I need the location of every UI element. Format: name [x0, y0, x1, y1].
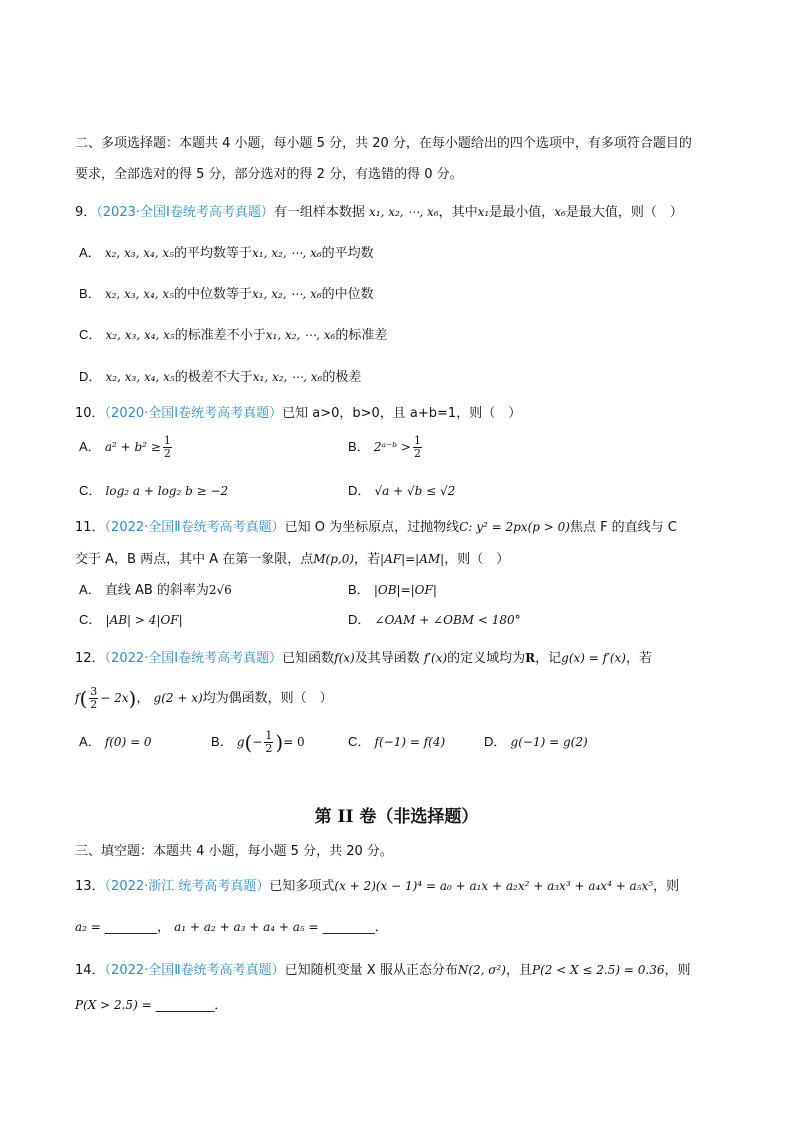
option-label: A．: [79, 582, 101, 597]
question-9-option-a[interactable]: [79, 244, 374, 263]
math-polynomial: (x + 2)(x − 1)⁴ = a₀ + a₁x + a₂x² + a₃x³ + a₄x⁴ + a₅x⁵: [334, 879, 654, 893]
question-13-stem: [75, 877, 679, 896]
math-fpx: f′(x): [423, 651, 448, 665]
math-garg: g(2 + x): [153, 691, 203, 705]
option-label: B．: [211, 734, 233, 749]
option-text: 的标准差: [335, 328, 388, 343]
question-11-stem-line2: [75, 550, 509, 569]
answer-blank-2[interactable]: ________: [322, 920, 375, 935]
fraction-denominator: 2: [265, 742, 273, 755]
option-text: 的极差: [322, 370, 362, 385]
math-f: f: [75, 691, 80, 705]
stem-text: 已知 O 为坐标原点，过抛物线: [284, 520, 460, 535]
math-fx: f(x): [334, 651, 355, 665]
stem-text: 已知函数: [282, 651, 335, 666]
option-math: |OB|=|OF|: [373, 583, 437, 597]
math-sum: a₁ + a₂ + a₃ + a₄ + a₅ =: [174, 920, 319, 934]
fraction-denominator: 2: [163, 447, 171, 460]
math-curve: C: y² = 2px(p > 0): [459, 520, 570, 534]
option-math: g(−1) = g(2): [510, 735, 588, 749]
fraction-numerator: 1: [163, 434, 171, 447]
stem-text: 的定义域均为: [447, 651, 526, 666]
question-10-stem: [75, 405, 521, 423]
option-math: ∠OAM + ∠OBM < 180°: [374, 613, 521, 627]
option-label: C．: [348, 734, 371, 749]
math-ask: P(X > 2.5) =: [75, 998, 152, 1012]
option-math: g: [236, 735, 245, 749]
question-9-option-b[interactable]: [79, 285, 374, 304]
math-condition: |AF|=|AM|: [380, 552, 445, 566]
fraction: [89, 686, 98, 711]
paren-left: (: [244, 730, 253, 755]
paren-left: (: [79, 686, 88, 711]
question-12-stem: [75, 649, 652, 668]
option-math: f(−1) = f(4): [374, 735, 446, 749]
answer-blank[interactable]: _________: [155, 998, 215, 1013]
option-label: A．: [79, 439, 101, 454]
option-math: log₂ a + log₂ b ≥ −2: [105, 484, 229, 498]
option-label: C．: [79, 483, 102, 498]
stem-text: ，若: [625, 651, 652, 666]
option-text: 的标准差不小于: [174, 328, 266, 343]
question-number: 13．: [75, 879, 105, 894]
option-text: 的中位数等于: [174, 287, 253, 302]
stem-text: 交于 A，B 两点，其中 A 在第一象限，点: [75, 552, 314, 567]
question-11-option-a[interactable]: [79, 581, 232, 600]
math-point: M(p,0): [313, 552, 355, 566]
section3-line1: 三、填空题：本题共 4 小题，每小题 5 分，共 20 分。: [75, 844, 393, 859]
question-number: 14．: [75, 963, 105, 978]
math-distribution: N(2, σ²): [457, 963, 506, 977]
option-math: x₂, x₃, x₄, x₅: [104, 246, 175, 260]
period: ．: [374, 920, 388, 935]
stem-text: 已知随机变量 X 服从正态分布: [284, 963, 458, 978]
question-14-blank: [75, 996, 227, 1015]
stem-text: ，则: [653, 879, 680, 894]
option-math: x₁, x₂, ⋯, x₆: [252, 370, 323, 384]
section2-line1: 二、多项选择题：本题共 4 小题，每小题 5 分，共 20 分，在每小题给出的四个选项中，有多项符合题目的: [75, 136, 692, 151]
option-label: D．: [348, 483, 371, 498]
math-gdef: g(x) = f′(x): [561, 651, 626, 665]
fraction-denominator: 2: [90, 698, 98, 711]
question-11-stem: [75, 518, 677, 537]
option-label: D．: [79, 369, 102, 384]
stem-text: 有一组样本数据: [273, 205, 365, 220]
question-12-option-d[interactable]: [484, 726, 588, 759]
option-math: √a + √b ≤ √2: [374, 484, 456, 498]
stem-text: ，其中: [438, 205, 478, 220]
part2-title: 第 II 卷（非选择题）: [314, 807, 479, 827]
question-12-option-c[interactable]: [348, 726, 445, 759]
option-math: x₁, x₂, ⋯, x₆: [252, 246, 322, 260]
fraction: [413, 435, 422, 460]
option-label: A．: [79, 734, 101, 749]
option-text: 的极差不大于: [174, 370, 253, 385]
math-term: − 2x: [100, 691, 129, 705]
option-label: C．: [79, 327, 102, 342]
option-label: B．: [79, 286, 101, 301]
option-label: A．: [79, 245, 101, 260]
minus-sign: −: [252, 735, 263, 749]
question-number: 11．: [75, 520, 105, 535]
option-label: C．: [79, 612, 102, 627]
question-10-option-b[interactable]: [348, 432, 424, 463]
question-9-stem: [75, 203, 683, 222]
stem-text: 已知 a>0，b>0，且 a+b=1，则（ ）: [282, 406, 522, 421]
math-a2: a₂ =: [75, 920, 101, 934]
stem-text: 是最大值，则（ ）: [565, 205, 683, 220]
fraction: [163, 435, 172, 460]
question-12-option-b[interactable]: [211, 726, 305, 759]
option-math: = 0: [283, 735, 305, 749]
option-text: 的平均数等于: [174, 246, 253, 261]
period: ．: [214, 998, 228, 1013]
math-max: x₆: [554, 205, 566, 219]
question-10-option-c[interactable]: [79, 482, 228, 501]
math-min: x₁: [477, 205, 490, 219]
fraction-numerator: 1: [413, 434, 421, 447]
fraction-numerator: 1: [265, 729, 273, 742]
option-label: B．: [348, 582, 370, 597]
question-12-stem-line2: [75, 682, 333, 715]
math-data: x₁, x₂, ⋯, x₆: [369, 205, 439, 219]
option-math: x₁, x₂, ⋯, x₆: [265, 328, 336, 342]
option-math: x₂, x₃, x₄, x₅: [105, 370, 175, 384]
option-label: D．: [348, 612, 371, 627]
question-10-option-d[interactable]: [348, 482, 455, 501]
paren-right: ): [275, 730, 284, 755]
question-9-option-c[interactable]: [79, 326, 387, 345]
option-math: a² + b² ≥: [104, 440, 161, 454]
option-math: x₂, x₃, x₄, x₅: [104, 287, 175, 301]
question-number: 12．: [75, 651, 105, 666]
question-11-option-b[interactable]: [348, 581, 437, 600]
stem-text: 是最小值，: [489, 205, 555, 220]
stem-text: ，若: [354, 552, 381, 567]
question-13-blanks: [75, 918, 388, 937]
separator: ，: [156, 920, 170, 935]
question-10-option-a[interactable]: [79, 432, 174, 463]
math-reals: R: [525, 651, 536, 665]
stem-text: 焦点 F 的直线与 C: [569, 520, 677, 535]
question-source: （2022·浙江 统考高考真题）: [104, 879, 270, 894]
stem-text: 已知多项式: [269, 879, 335, 894]
question-12-option-a[interactable]: [79, 726, 152, 759]
option-math: 2√6: [208, 583, 232, 597]
fraction-denominator: 2: [413, 447, 421, 460]
option-math: x₂, x₃, x₄, x₅: [105, 328, 175, 342]
option-label: B．: [348, 439, 370, 454]
question-source: （2022·全国Ⅱ卷统考高考真题）: [104, 963, 285, 978]
question-source: （2023·全国Ⅰ卷统考高考真题）: [96, 205, 274, 220]
question-9-option-d[interactable]: [79, 368, 361, 387]
question-source: （2022·全国Ⅱ卷统考高考真题）: [104, 520, 285, 535]
stem-text: ，: [136, 691, 150, 706]
fraction-numerator: 3: [90, 685, 98, 698]
question-number: 10．: [75, 406, 105, 421]
option-text: 的平均数: [321, 246, 374, 261]
question-14-stem: [75, 961, 690, 980]
option-math: f(0) = 0: [104, 735, 152, 749]
stem-text: ，则（ ）: [444, 552, 510, 567]
question-source: （2020·全国Ⅰ卷统考高考真题）: [104, 406, 283, 421]
option-text: 的中位数: [321, 287, 374, 302]
option-math: x₁, x₂, ⋯, x₆: [252, 287, 322, 301]
option-math: |AB| > 4|OF|: [105, 613, 183, 627]
stem-text: ，则: [664, 963, 691, 978]
stem-text: ，记: [535, 651, 562, 666]
question-source: （2022·全国Ⅰ卷统考高考真题）: [104, 651, 283, 666]
stem-text: ，且: [505, 963, 532, 978]
stem-text: 均为偶函数，则（ ）: [202, 691, 333, 706]
question-11-option-d[interactable]: [348, 611, 521, 630]
paren-right: ): [128, 686, 137, 711]
option-text: 直线 AB 的斜率为: [104, 583, 209, 598]
section2-line2: 要求，全部选对的得 5 分，部分选对的得 2 分，有选错的得 0 分。: [75, 167, 463, 182]
fraction: [264, 730, 273, 755]
option-label: D．: [484, 734, 507, 749]
question-11-option-c[interactable]: [79, 611, 183, 630]
math-probability: P(2 < X ≤ 2.5) = 0.36: [532, 963, 665, 977]
option-math: 2ᵃ⁻ᵇ >: [373, 440, 411, 454]
stem-text: 及其导函数: [354, 651, 420, 666]
answer-blank-1[interactable]: ________: [104, 920, 157, 935]
question-number: 9．: [75, 205, 97, 220]
